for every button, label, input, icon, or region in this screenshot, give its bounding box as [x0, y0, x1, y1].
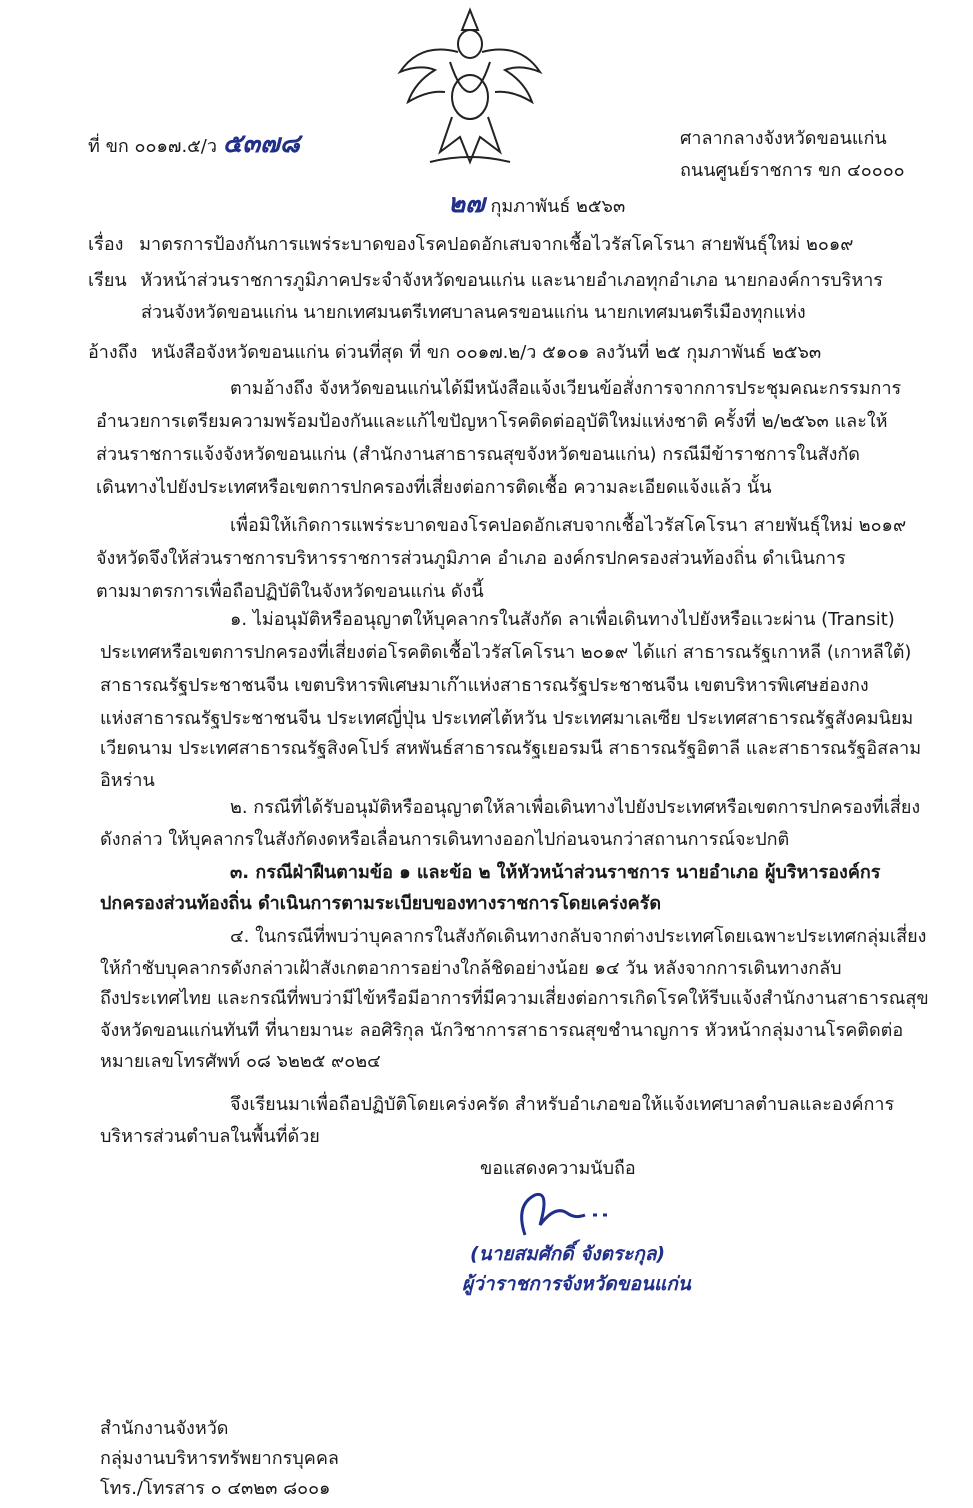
signatory-name: (นายสมศักดิ์ จังตระกุล) [470, 1243, 666, 1265]
item4-line: หมายเลขโทรศัพท์ ๐๘ ๖๒๒๕ ๙๐๒๔ [100, 1051, 381, 1072]
to-line-2: ส่วนจังหวัดขอนแก่น นายกเทศมนตรีเทศบาลนครขอนแก่น นายกเทศมนตรีเมืองทุกแห่ง [141, 302, 806, 323]
item4-line: ให้กำชับบุคลากรดังกล่าวเฝ้าสังเกตอาการอย่างใกล้ชิดอย่างน้อย ๑๔ วัน หลังจากการเดินทางกลับ [100, 958, 842, 979]
subject-line [88, 234, 853, 256]
item4-line: ๔. ในกรณีที่พบว่าบุคลากรในสังกัดเดินทางกลับจากต่างประเทศโดยเฉพาะประเทศกลุ่มเสี่ยง [230, 926, 927, 947]
reference-text: หนังสือจังหวัดขอนแก่น ด่วนที่สุด ที่ ขก ๐๐๑๗.๒/ว ๕๑๐๑ ลงวันที่ ๒๕ กุมภาพันธ์ ๒๕๖๓ [151, 342, 822, 363]
item4-line: ถึงประเทศไทย และกรณีที่พบว่ามีไข้หรือมีอาการที่มีความเสี่ยงต่อการเกิดโรคให้รีบแจ้งสำนักงานสาธารณสุข [100, 988, 929, 1009]
para1-line: เดินทางไปยังประเทศหรือเขตการปกครองที่เสี่ยงต่อการติดเชื้อ ความละเอียดแจ้งแล้ว นั้น [96, 477, 772, 498]
letter-date [448, 189, 626, 219]
to-line-1: หัวหน้าส่วนราชการภูมิภาคประจำจังหวัดขอนแก่น และนายอำเภอทุกอำเภอ นายกองค์การบริหาร [140, 270, 883, 291]
doc-number-handwritten: ๕๓๗๘ [222, 129, 300, 159]
date-month-year: กุมภาพันธ์ ๒๕๖๓ [490, 196, 626, 217]
para1-line: อำนวยการเตรียมความพร้อมป้องกันและแก้ไขปัญหาโรคติดต่ออุบัติใหม่แห่งชาติ ครั้งที่ ๒/๒๕๖๓ และให้ [96, 411, 888, 432]
doc-number [88, 129, 300, 159]
item3-line: ๓. กรณีฝ่าฝืนตามข้อ ๑ และข้อ ๒ ให้หัวหน้าส่วนราชการ นายอำเภอ ผู้บริหารองค์กร [230, 862, 881, 883]
para2-line: จังหวัดจึงให้ส่วนราชการบริหารราชการส่วนภูมิภาค อำเภอ องค์กรปกครองส่วนท้องถิ่น ดำเนินการ [96, 548, 846, 569]
subject-text: มาตรการป้องกันการแพร่ระบาดของโรคปอดอักเสบจากเชื้อไวรัสโคโรนา สายพันธุ์ใหม่ ๒๐๑๙ [139, 234, 854, 255]
reference-line [88, 342, 821, 364]
signature-scribble [505, 1185, 615, 1245]
item3-line: ปกครองส่วนท้องถิ่น ดำเนินการตามระเบียบของทางราชการโดยเคร่งครัด [100, 893, 662, 914]
para2-line: เพื่อมิให้เกิดการแพร่ระบาดของโรคปอดอักเสบจากเชื้อไวรัสโคโรนา สายพันธุ์ใหม่ ๒๐๑๙ [230, 515, 907, 536]
closing-line: จึงเรียนมาเพื่อถือปฏิบัติโดยเคร่งครัด สำหรับอำเภอขอให้แจ้งเทศบาลตำบลและองค์การ [230, 1094, 895, 1115]
item1-line: ประเทศหรือเขตการปกครองที่เสี่ยงต่อโรคติดเชื้อไวรัสโคโรนา ๒๐๑๙ ได้แก่ สาธารณรัฐเกาหลี (เกาหลีใต้) [100, 642, 912, 663]
reference-label: อ้างถึง [88, 342, 138, 363]
item1-line: ๑. ไม่อนุมัติหรืออนุญาตให้บุคลากรในสังกัด ลาเพื่อเดินทางไปยังหรือแวะผ่าน (Transit) [230, 609, 895, 630]
footer-office: สำนักงานจังหวัด [100, 1418, 229, 1439]
footer-division: กลุ่มงานบริหารทรัพยากรบุคคล [100, 1448, 339, 1469]
sender-office: ศาลากลางจังหวัดขอนแก่น [680, 128, 887, 149]
subject-label: เรื่อง [88, 234, 124, 255]
date-day-handwritten: ๒๗ [448, 189, 485, 219]
item4-line: จังหวัดขอนแก่นทันที ที่นายมานะ ลอศิริกุล นักวิชาการสาธารณสุขชำนาญการ หัวหน้ากลุ่มงานโรคติดต่อ [100, 1020, 904, 1041]
salutation: ขอแสดงความนับถือ [480, 1158, 636, 1179]
footer-phone: โทร./โทรสาร ๐ ๔๓๒๓ ๘๐๐๑ [100, 1478, 331, 1499]
sender-address: ถนนศูนย์ราชการ ขก ๔๐๐๐๐ [680, 160, 905, 181]
para1-line: ตามอ้างถึง จังหวัดขอนแก่นได้มีหนังสือแจ้งเวียนข้อสั่งการจากการประชุมคณะกรรมการ [230, 378, 902, 399]
signatory-position: ผู้ว่าราชการจังหวัดขอนแก่น [462, 1273, 691, 1295]
item2-line: ๒. กรณีที่ได้รับอนุมัติหรืออนุญาตให้ลาเพื่อเดินทางไปยังประเทศหรือเขตการปกครองที่เสี่ยง [230, 797, 921, 818]
item2-line: ดังกล่าว ให้บุคลากรในสังกัดงดหรือเลื่อนการเดินทางออกไปก่อนจนกว่าสถานการณ์จะปกติ [100, 829, 790, 850]
item1-line: แห่งสาธารณรัฐประชาชนจีน ประเทศญี่ปุ่น ประเทศไต้หวัน ประเทศมาเลเซีย ประเทศสาธารณรัฐสังคมนิยม [100, 708, 914, 729]
garuda-emblem [390, 2, 550, 172]
doc-number-prefix: ที่ ขก ๐๐๑๗.๕/ว [88, 136, 217, 157]
item1-line: เวียดนาม ประเทศสาธารณรัฐสิงคโปร์ สหพันธ์สาธารณรัฐเยอรมนี สาธารณรัฐอิตาลี และสาธารณรัฐอิสลาม [100, 738, 922, 759]
item1-line: สาธารณรัฐประชาชนจีน เขตบริหารพิเศษมาเก๊าแห่งสาธารณรัฐประชาชนจีน เขตบริหารพิเศษฮ่องกง [100, 675, 869, 696]
para2-line: ตามมาตรการเพื่อถือปฏิบัติในจังหวัดขอนแก่น ดังนี้ [96, 581, 484, 602]
para1-line: ส่วนราชการแจ้งจังหวัดขอนแก่น (สำนักงานสาธารณสุขจังหวัดขอนแก่น) กรณีมีข้าราชการในสังกัด [96, 444, 860, 465]
to-line [88, 270, 883, 292]
item1-line: อิหร่าน [100, 770, 155, 791]
closing-line: บริหารส่วนตำบลในพื้นที่ด้วย [100, 1126, 320, 1147]
to-label: เรียน [88, 270, 127, 291]
